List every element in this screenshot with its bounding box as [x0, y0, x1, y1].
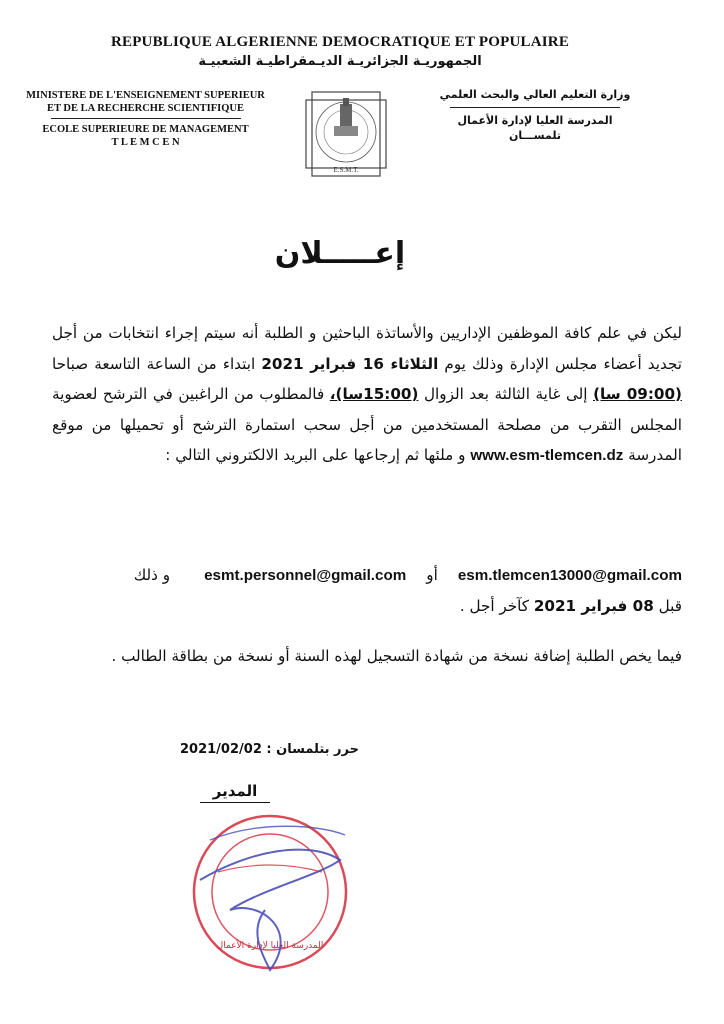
- start-time: (09:00 سا): [593, 385, 682, 403]
- divider: [450, 107, 620, 108]
- email-link-primary[interactable]: esm.tlemcen13000@gmail.com: [457, 567, 682, 584]
- and-word: و ذلك: [133, 566, 171, 584]
- school-city-fr: T L E M C E N: [111, 137, 180, 148]
- svg-text:E.S.M.T.: E.S.M.T.: [333, 166, 359, 174]
- students-paragraph: فيما يخص الطلبة إضافة نسخة من شهادة التسجيل لهذه السنة أو نسخة من بطاقة الطالب .: [111, 647, 682, 665]
- ministry-fr-line2: ET DE LA RECHERCHE SCIENTIFIQUE: [46, 103, 245, 114]
- end-time: (15:00سا)،: [329, 385, 419, 403]
- signature: [200, 850, 340, 970]
- body-text: قبل: [653, 597, 682, 615]
- ministry-block-ar: [420, 87, 650, 143]
- email-link-personnel[interactable]: esmt.personnel@gmail.com: [204, 567, 407, 584]
- deadline-date: 08 فبراير 2021: [533, 597, 654, 615]
- email-line: [52, 560, 682, 591]
- ministry-block-fr: [18, 89, 273, 149]
- announcement-title: إعـــــلان: [274, 236, 406, 271]
- school-name-fr: ECOLE SUPERIEURE DE MANAGEMENT: [42, 124, 249, 135]
- website-link[interactable]: www.esm-tlemcen.dz: [470, 447, 624, 464]
- signer-title: المدير: [212, 782, 258, 800]
- body-paragraph: [52, 318, 682, 472]
- body-text: ابتداء من الساعة التاسعة صباحا: [52, 354, 262, 373]
- place-date: حرر بتلمسان : 2021/02/02: [180, 742, 359, 757]
- school-name-ar: المدرسة العليا لإدارة الأعمال: [457, 114, 613, 127]
- or-word: أو: [426, 566, 438, 584]
- ministry-ar: وزارة التعليم العالي والبحث العلمي: [439, 88, 631, 101]
- school-logo: [300, 84, 392, 184]
- body-text: فالمطلوب من الراغبين في الترشح لعضوية المجلس التقرب من مصلحة المستخدمين من أجل سحب استمارة الترشح أو تحميلها من موقع المدرسة: [52, 385, 682, 464]
- deadline-line: [52, 591, 682, 621]
- ministry-fr-line1: MINISTERE DE L'ENSEIGNEMENT SUPERIEUR: [26, 90, 265, 101]
- announcement-body: [52, 318, 682, 472]
- divider: [51, 118, 241, 119]
- email-section: [52, 560, 682, 621]
- republic-header-fr: REPUBLIQUE ALGERIENNE DEMOCRATIQUE ET POPULAIRE: [110, 34, 570, 50]
- svg-text:المدرسة العليا لإدارة الأعمال: المدرسة العليا لإدارة الأعمال: [216, 941, 324, 951]
- election-date: الثلاثاء 16 فبراير 2021: [261, 354, 439, 373]
- body-text: ليكن في علم كافة الموظفين الإداريين والأساتذة الباحثين و الطلبة أنه سيتم إجراء انتخابات من أجل تجديد أعضاء مجلس الإدارة وذلك يوم: [52, 324, 682, 373]
- republic-header-ar: الجمهوريـة الجزائريـة الديـمقراطيـة الشعبيـة: [198, 54, 482, 69]
- body-text: إلى غاية الثالثة بعد الزوال: [418, 385, 594, 403]
- school-city-ar: تلمســـان: [509, 129, 561, 142]
- body-text: و ملئها ثم إرجاعها على البريد الالكتروني التالي :: [165, 446, 471, 464]
- official-stamp: [170, 780, 370, 980]
- body-text: كآخر أجل .: [459, 597, 534, 615]
